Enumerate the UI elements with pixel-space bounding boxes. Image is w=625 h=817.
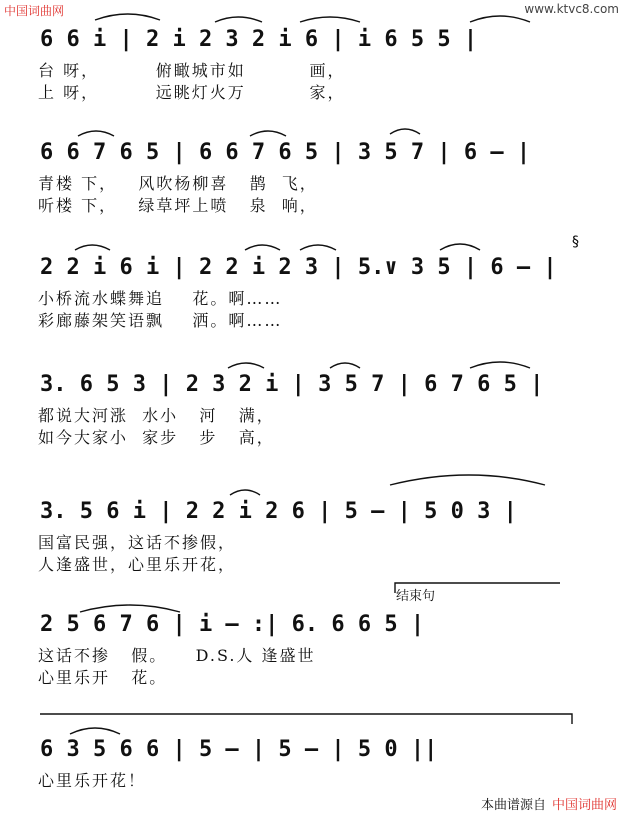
watermark-right: www.ktvc8.com <box>524 2 619 16</box>
notation-text: 2 5 6 7 6 | i — :| 6. 6 6 5 | <box>40 612 425 637</box>
source-label: 本曲谱源自 <box>480 798 546 813</box>
lyric-verse-1: 小桥流水蝶舞追 花。啊…… <box>38 289 283 308</box>
notation-line-6 <box>0 611 625 639</box>
notation-text: 3. 5 6 i | 2 2 i 2 6 | 5 — | 5 0 3 | <box>40 499 517 524</box>
watermark-left: 中国词曲网 <box>4 4 65 18</box>
end-phrase-label: 结束句 <box>396 589 436 604</box>
notation-line-3 <box>0 254 625 282</box>
lyric-verse-2: 如今大家小 家步 步 高， <box>38 428 275 447</box>
notation-line-4 <box>0 371 625 399</box>
notation-line-2 <box>0 139 625 167</box>
lyric-verse-1: 青楼 下， 风吹杨柳喜 鹊 飞， <box>38 174 318 193</box>
notation-line-1 <box>0 26 625 54</box>
notation-line-7 <box>0 736 625 764</box>
source-note <box>481 794 617 813</box>
svg-text:§: § <box>572 234 579 250</box>
notation-text: 6 6 i | 2 i 2 3 2 i 6 | i 6 5 5 | <box>40 27 478 52</box>
lyric-verse-2: 上 呀， 远眺灯火万 家， <box>38 83 346 102</box>
lyric-verse-1: 都说大河涨 水小 河 满， <box>38 406 275 425</box>
lyric-verse-1: 台 呀， 俯瞰城市如 画， <box>38 61 346 80</box>
lyric-verse-1: 这话不掺 假。 D.S.人 逢盛世 <box>38 646 316 665</box>
lyric-verse-2: 人逢盛世，心里乐开花， <box>38 555 237 574</box>
lyric-verse-2: 彩廊藤架笑语飘 洒。啊…… <box>38 311 283 330</box>
source-site[interactable]: 中国词曲网 <box>551 798 617 813</box>
notation-text: 2 2 i 6 i | 2 2 i 2 3 | 5.∨ 3 5 | 6 — | <box>40 255 557 280</box>
notation-text: 3. 6 5 3 | 2 3 2 i | 3 5 7 | 6 7 6 5 | <box>40 372 544 397</box>
notation-text: 6 6 7 6 5 | 6 6 7 6 5 | 3 5 7 | 6 — | <box>40 140 531 165</box>
notation-text: 6 3 5 6 6 | 5 — | 5 — | 5 0 || <box>40 737 438 762</box>
notation-line-5 <box>0 498 625 526</box>
lyric-verse-2: 心里乐开 花。 <box>38 668 168 687</box>
lyric-verse-1: 心里乐开花！ <box>38 771 147 790</box>
lyric-verse-2: 听楼 下， 绿草坪上喷 泉 响， <box>38 196 318 215</box>
lyric-verse-1: 国富民强，这话不掺假， <box>38 533 237 552</box>
